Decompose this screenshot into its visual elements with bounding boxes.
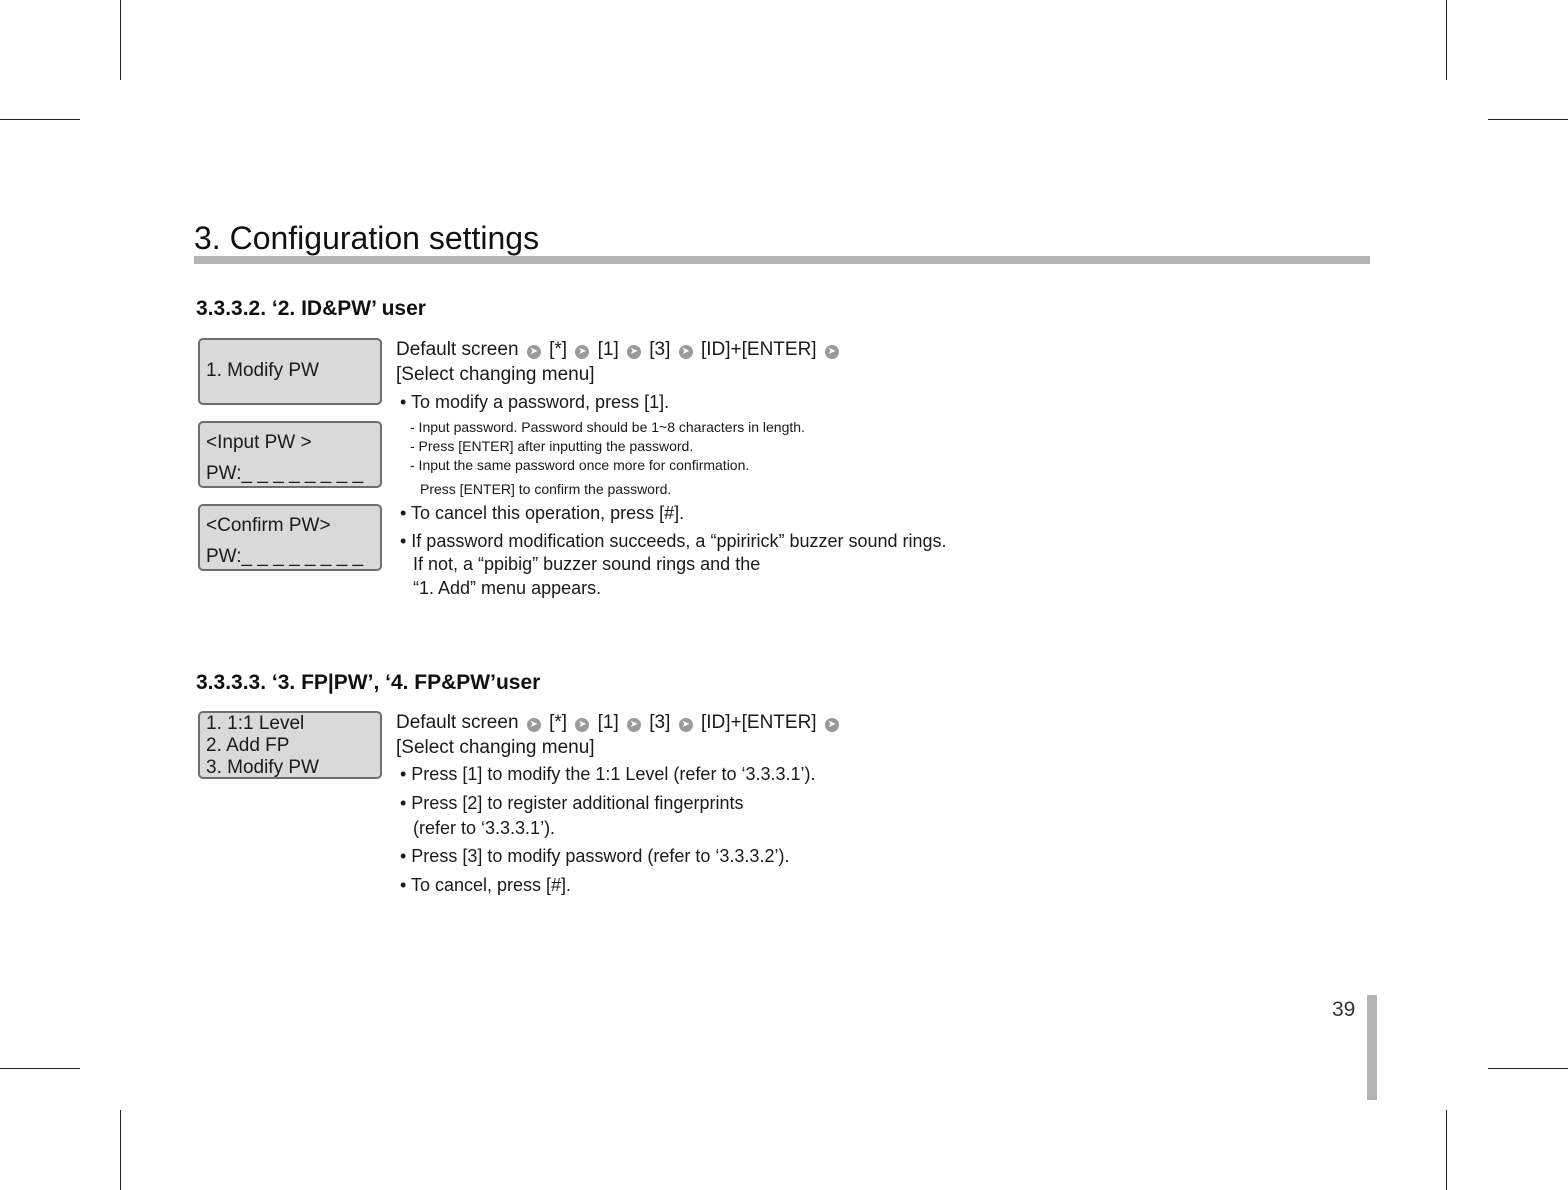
crop-mark xyxy=(1446,0,1447,80)
arrow-right-circle-icon: ➤ xyxy=(627,718,641,732)
crop-mark xyxy=(1488,1068,1568,1069)
lcd-line: PW:_ _ _ _ _ _ _ _ xyxy=(206,463,364,484)
key-1: [1] xyxy=(597,339,619,360)
bullet-result: • If password modification succeeds, a “ppiririck” buzzer sound rings. xyxy=(400,531,947,551)
bullet-modify-pw: • To modify a password, press [1]. xyxy=(400,392,670,412)
crop-mark xyxy=(1446,1110,1447,1190)
arrow-right-circle-icon: ➤ xyxy=(575,718,589,732)
arrow-right-circle-icon: ➤ xyxy=(627,345,641,359)
section-heading-fp-pw: 3.3.3.3. ‘3. FP|PW’, ‘4. FP&PW’user xyxy=(196,671,541,694)
title-rule xyxy=(194,256,1370,264)
arrow-right-circle-icon: ➤ xyxy=(527,345,541,359)
lcd-line: <Confirm PW> xyxy=(206,515,331,536)
arrow-right-circle-icon: ➤ xyxy=(527,718,541,732)
lcd-line: 1. Modify PW xyxy=(206,360,319,381)
key-star: [*] xyxy=(549,712,568,733)
lcd-input-pw xyxy=(198,421,382,488)
flow-start: Default screen xyxy=(396,339,519,360)
key-sequence xyxy=(396,337,842,387)
bullet-result-cont: “1. Add” menu appears. xyxy=(413,578,602,598)
lcd-line: <Input PW > xyxy=(206,432,312,453)
bullet-cancel: • To cancel this operation, press [#]. xyxy=(400,503,685,523)
arrow-right-circle-icon: ➤ xyxy=(679,345,693,359)
crop-mark xyxy=(120,0,121,80)
crop-mark xyxy=(120,1110,121,1190)
lcd-line: 3. Modify PW xyxy=(206,757,319,778)
lcd-fp-menu xyxy=(198,711,382,779)
lcd-line: PW:_ _ _ _ _ _ _ _ xyxy=(206,546,364,567)
crop-mark xyxy=(0,1068,80,1069)
bullet-level: • Press [1] to modify the 1:1 Level (refer to ‘3.3.3.1’). xyxy=(400,764,816,784)
arrow-right-circle-icon: ➤ xyxy=(825,345,839,359)
sub-step: Press [ENTER] to confirm the password. xyxy=(420,481,672,497)
bullet-add-fp-cont: (refer to ‘3.3.3.1’). xyxy=(413,818,556,838)
key-sequence xyxy=(396,710,842,760)
page-number: 39 xyxy=(1332,998,1356,1021)
bullet-result-cont: If not, a “ppibig” buzzer sound rings and the xyxy=(413,554,761,574)
arrow-right-circle-icon: ➤ xyxy=(679,718,693,732)
flow-start: Default screen xyxy=(396,712,519,733)
flow-end: [Select changing menu] xyxy=(396,737,595,758)
key-id-enter: [ID]+[ENTER] xyxy=(700,712,817,733)
crop-mark xyxy=(1488,119,1568,120)
arrow-right-circle-icon: ➤ xyxy=(825,718,839,732)
sub-step: - Press [ENTER] after inputting the password. xyxy=(410,438,694,454)
page-title: 3. Configuration settings xyxy=(194,220,540,256)
sub-step: - Input password. Password should be 1~8 characters in length. xyxy=(410,419,805,435)
key-3: [3] xyxy=(649,339,671,360)
lcd-line: 2. Add FP xyxy=(206,735,290,756)
section-heading-id-pw: 3.3.3.2. ‘2. ID&PW’ user xyxy=(196,297,426,320)
key-star: [*] xyxy=(549,339,568,360)
bullet-cancel: • To cancel, press [#]. xyxy=(400,875,572,895)
crop-mark xyxy=(0,119,80,120)
arrow-right-circle-icon: ➤ xyxy=(575,345,589,359)
sub-step: - Input the same password once more for confirmation. xyxy=(410,457,750,473)
key-id-enter: [ID]+[ENTER] xyxy=(700,339,817,360)
lcd-confirm-pw xyxy=(198,504,382,571)
bullet-add-fp: • Press [2] to register additional fingerprints xyxy=(400,793,744,813)
key-3: [3] xyxy=(649,712,671,733)
key-1: [1] xyxy=(597,712,619,733)
lcd-line: 1. 1:1 Level xyxy=(206,713,305,734)
flow-end: [Select changing menu] xyxy=(396,364,595,385)
side-tab-bar xyxy=(1367,995,1377,1100)
lcd-modify-pw xyxy=(198,338,382,405)
bullet-modify-pw: • Press [3] to modify password (refer to ‘3.3.3.2’). xyxy=(400,846,790,866)
